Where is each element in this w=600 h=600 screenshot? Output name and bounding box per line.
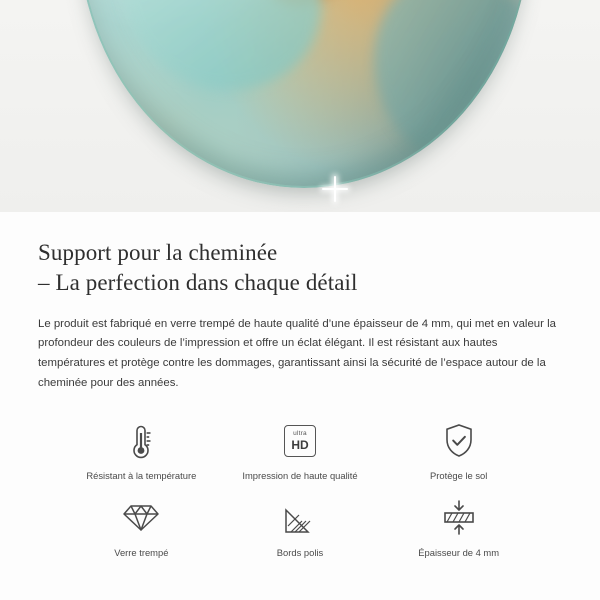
diamond-icon	[121, 496, 161, 540]
ultra-hd-top-text: ultra	[293, 430, 307, 438]
polished-edges-icon	[283, 496, 317, 540]
page-title-line-2: – La perfection dans chaque détail	[38, 270, 358, 296]
feature-temperature-resistant	[62, 415, 221, 484]
feature-label: Bords polis	[276, 546, 324, 558]
feature-label: Épaisseur de 4 mm	[418, 546, 500, 558]
ultra-hd-bottom-text: HD	[291, 437, 309, 452]
feature-polished-edges	[221, 492, 380, 561]
page-title-line-1: Support pour la cheminée	[38, 240, 278, 265]
feature-label: Résistant à la température	[86, 470, 197, 482]
feature-high-quality-print	[221, 415, 380, 484]
description-paragraph: Le produit est fabriqué en verre trempé de haute qualité d’une épaisseur de 4 mm, qui met en valeur la profondeur des couleurs de l’impression et offre un éclat élégant. Il est résistant aux hautes températures et protège contre les dommages, garantissant ainsi la sécurité de l’espace autour de la cheminée pour des années.	[38, 317, 556, 389]
content-section	[0, 212, 600, 561]
feature-tempered-glass	[62, 492, 221, 561]
hero-image	[0, 0, 600, 212]
ultra-hd-icon	[284, 419, 316, 463]
feature-floor-protection	[379, 415, 538, 484]
ink-streak-dark-teal	[347, 0, 530, 188]
feature-thickness	[379, 492, 538, 561]
page-title	[38, 238, 562, 299]
feature-grid	[38, 415, 562, 561]
shield-check-icon	[441, 419, 477, 463]
ink-streak-gold	[216, 0, 451, 27]
feature-label: Impression de haute qualité	[242, 470, 358, 482]
feature-label: Verre trempé	[114, 546, 169, 558]
thickness-arrows-icon	[439, 496, 479, 540]
feature-label: Protège le sol	[430, 470, 488, 482]
thermometer-icon	[124, 419, 158, 463]
